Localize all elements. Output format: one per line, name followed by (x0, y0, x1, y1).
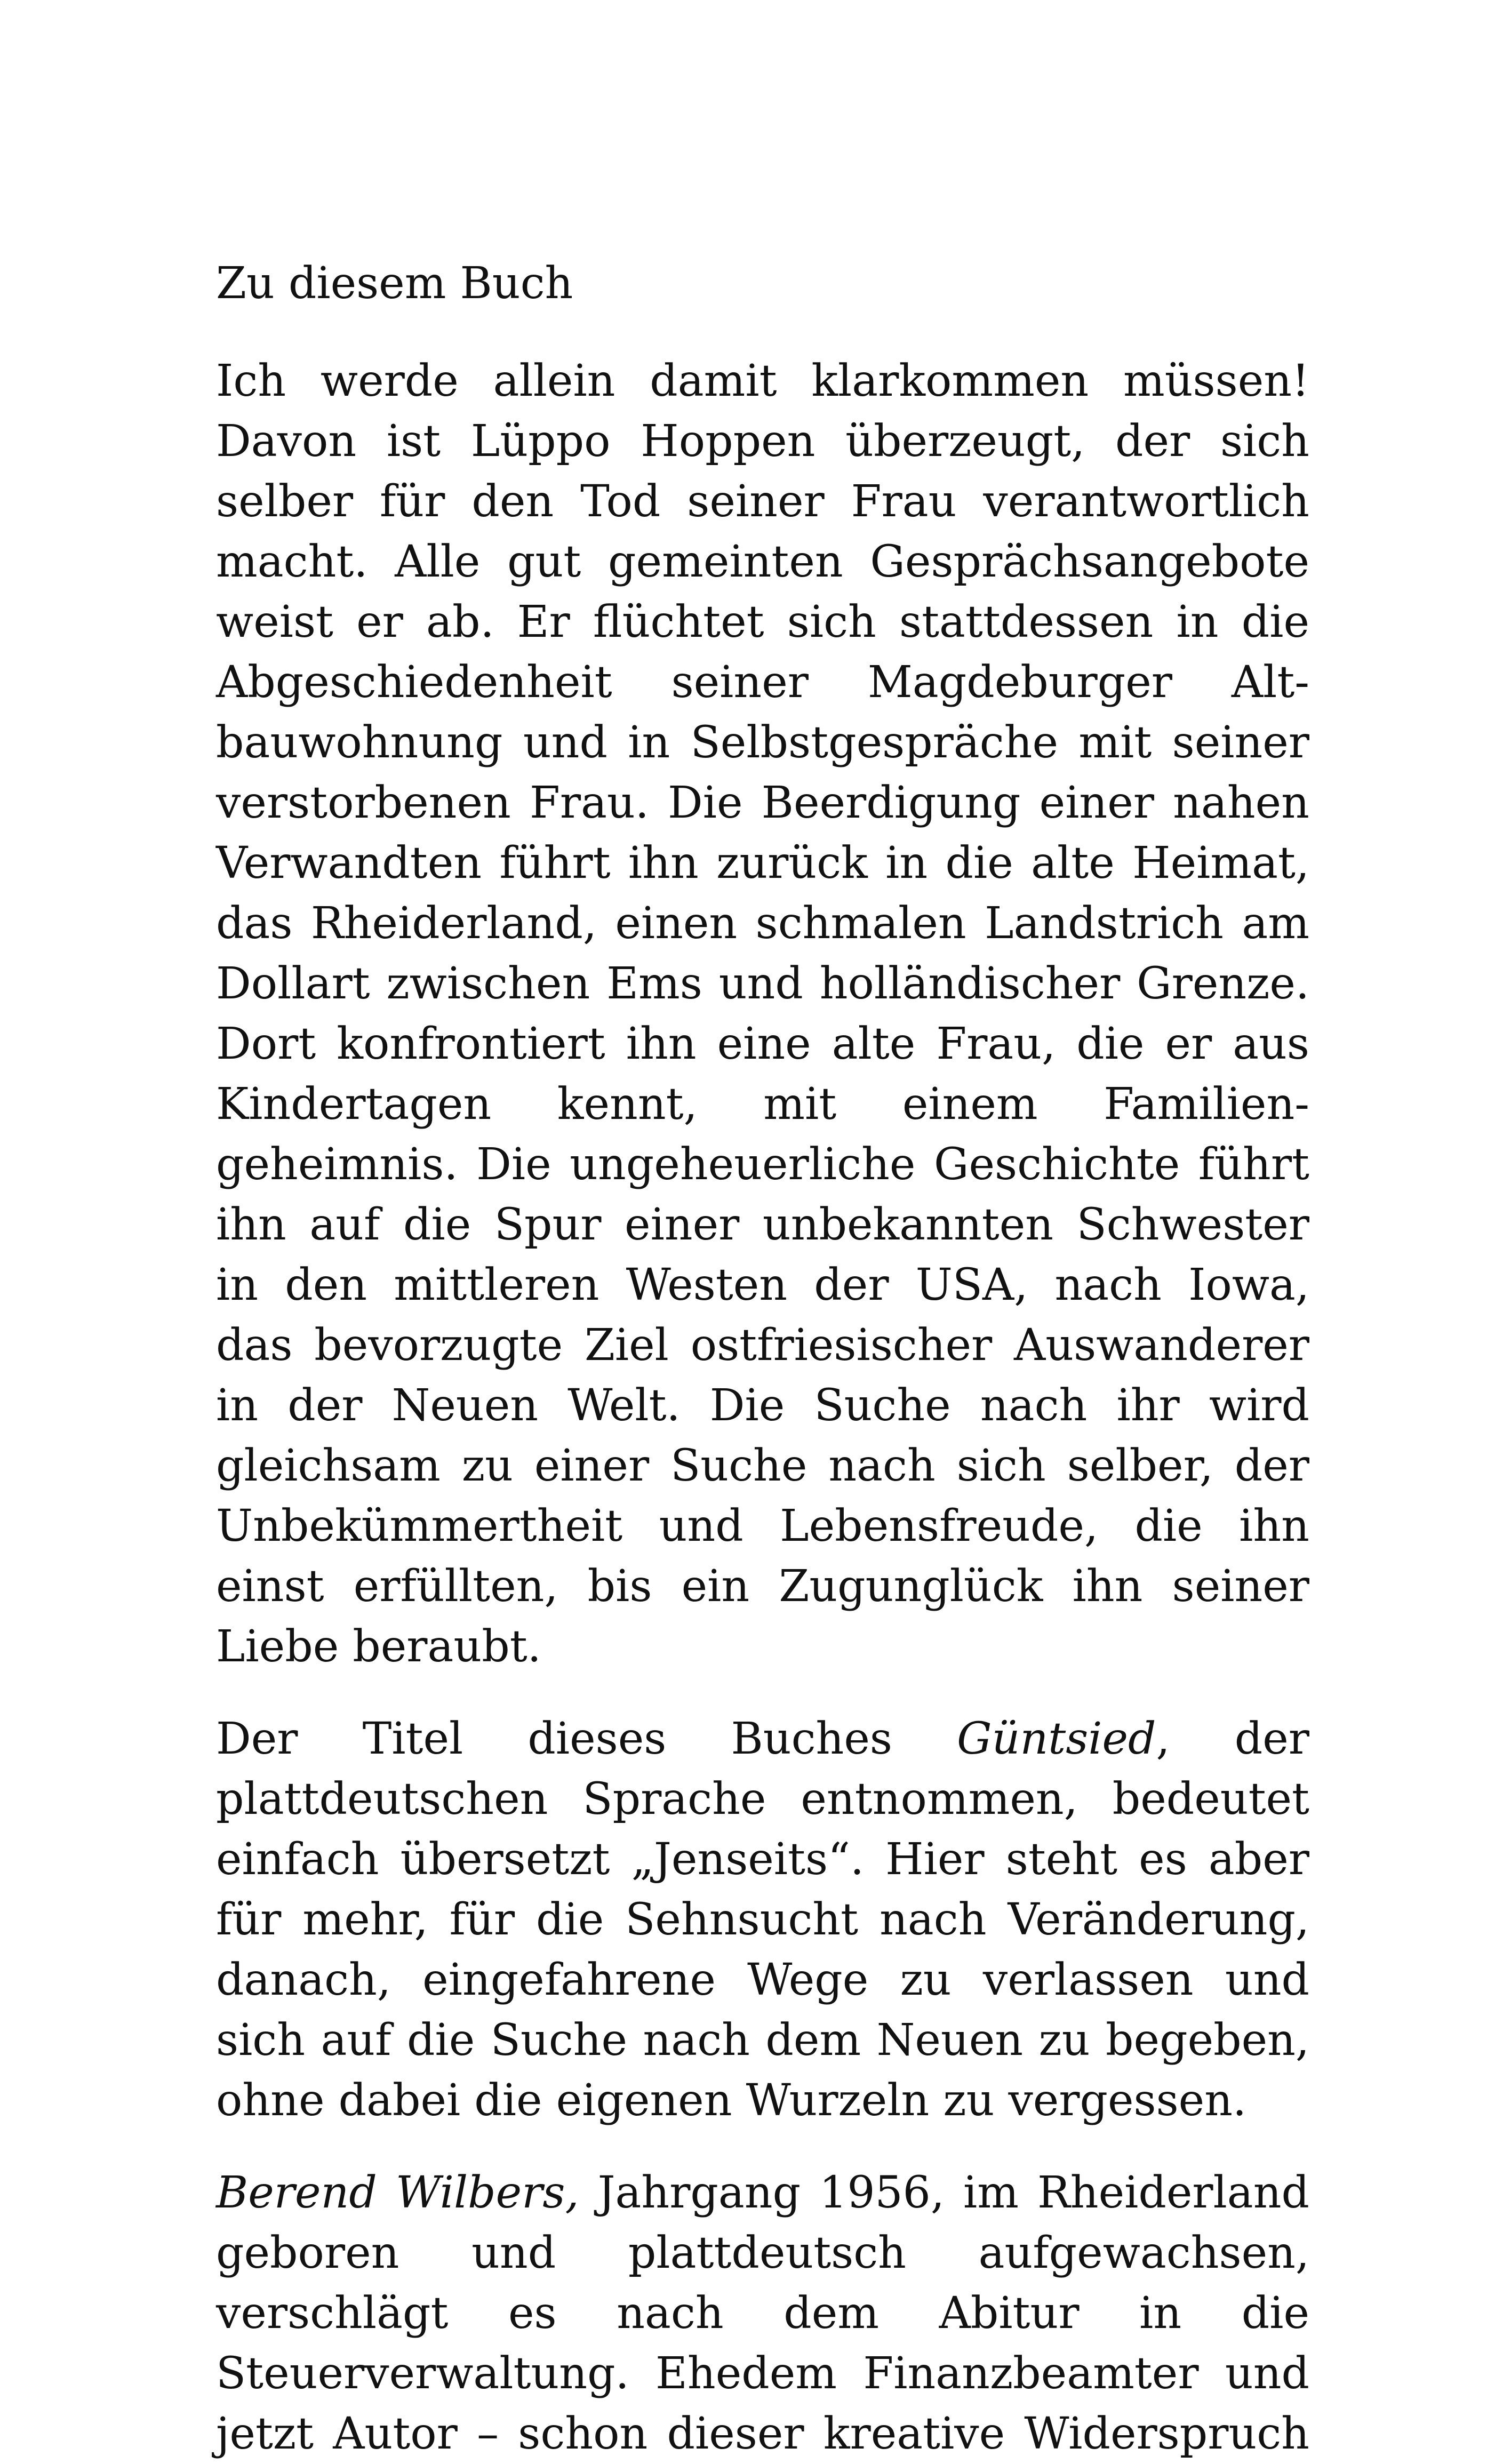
author-name-italic: Berend Wilbers, (216, 2167, 579, 2218)
paragraph-title-text-before: Der Titel dieses Buches (216, 1714, 957, 1764)
paragraph-author-text: Jahrgang 1956, im Rheiderland geboren und plattdeutsch aufgewachsen, verschlägt es nach dem Abitur in die Steuerverwaltung. Ehedem Finanzbeamter und jetzt Autor – schon dieser kreative Widerspruch (216, 2167, 1309, 2459)
paragraph-title-text-after: , der plattdeutschen Sprache entnommen, bedeutet einfach übersetzt „Jenseits“. Hier steht es aber für mehr, für die Sehnsucht nach Veränderung, danach, eingefahrene Wege zu verlassen und sich auf die Suche nach dem Neuen zu begeben, ohne dabei die eigenen Wurzeln zu vergessen. (216, 1714, 1309, 2126)
book-page (216, 253, 1309, 2464)
paragraph-synopsis: Ich werde allein damit klarkommen müssen! Davon ist Lüppo Hoppen überzeugt, der sich selber für den Tod seiner Frau verantwortlich macht. Alle gut gemeinten Gesprächsangebote weist er ab. Er flüchtet sich stattdessen in die Abgeschiedenheit seiner Magdeburger Altbauwohnung und in Selbstgespräche mit seiner verstorbenen Frau. Die Beerdigung einer nahen Verwandten führt ihn zurück in die alte Heimat, das Rheiderland, einen schmalen Landstrich am Dollart zwischen Ems und holländischer Grenze. Dort konfrontiert ihn eine alte Frau, die er aus Kindertagen kennt, mit einem Familiengeheimnis. Die ungeheuerliche Geschichte führt ihn auf die Spur einer unbekannten Schwester in den mittleren Westen der USA, nach Iowa, das bevorzugte Ziel ostfriesischer Auswanderer in der Neuen Welt. Die Suche nach ihr wird gleichsam zu einer Suche nach sich selber, der Unbekümmertheit und Lebensfreude, die ihn einst erfüllten, bis ein Zugunglück ihn seiner Liebe beraubt. (216, 356, 1309, 1672)
page-heading: Zu diesem Buch (216, 258, 573, 309)
book-title-italic: Güntsied (957, 1714, 1156, 1764)
paragraph-title-explanation (216, 1709, 1309, 2131)
paragraph-author-bio (216, 2163, 1309, 2464)
